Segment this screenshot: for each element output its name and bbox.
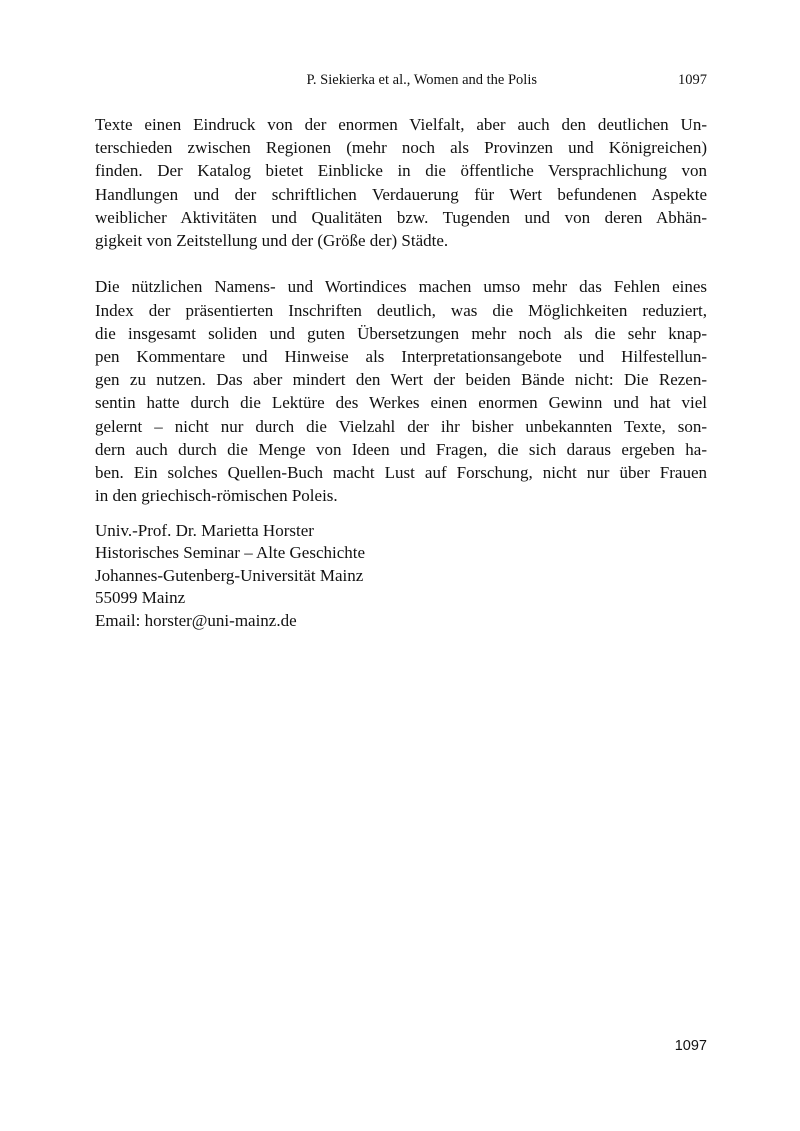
author-university: Johannes-Gutenberg-Universität Mainz [95, 565, 364, 585]
running-header-title: P. Siekierka et al., Women and the Polis [306, 72, 537, 88]
paragraph-line: gigkeit von Zeitstellung und der (Größe der) Städte. [95, 231, 449, 251]
paragraph-line: finden. Der Katalog bietet Einblicke in die öffentliche Versprachlichung von [95, 161, 707, 181]
paragraph-line: in den griechisch-römischen Poleis. [95, 486, 338, 506]
paragraph [95, 275, 707, 507]
author-email: Email: horster@uni-mainz.de [95, 610, 297, 630]
author-address [95, 520, 365, 632]
paragraph-gap [95, 252, 707, 275]
paragraph-line: Texte einen Eindruck von der enormen Vielfalt, aber auch den deutlichen Un- [95, 115, 707, 134]
author-department: Historisches Seminar – Alte Geschichte [95, 543, 366, 563]
paragraph-line: Handlungen und der schriftlichen Verdauerung für Wert befundenen Aspekte [95, 184, 707, 204]
paragraph-line: terschieden zwischen Regionen (mehr noch als Provinzen und Königreichen) [95, 138, 707, 158]
body-text [95, 113, 707, 507]
paragraph-line: Die nützlichen Namens- und Wortindices machen umso mehr das Fehlen eines [95, 277, 707, 297]
running-header-page-number: 1097 [678, 72, 707, 88]
paragraph-line: die insgesamt soliden und guten Übersetzungen mehr noch als die sehr knap- [95, 323, 707, 343]
author-city: 55099 Mainz [95, 588, 186, 608]
paragraph [95, 113, 707, 252]
paragraph-line: dern auch durch die Menge von Ideen und Fragen, die sich daraus ergeben ha- [95, 439, 707, 459]
author-name: Univ.-Prof. Dr. Marietta Horster [95, 521, 314, 540]
paragraph-line: Index der präsentierten Inschriften deutlich, was die Möglichkeiten reduziert, [95, 300, 707, 320]
paragraph-line: pen Kommentare und Hinweise als Interpretationsangebote und Hilfestellun- [95, 347, 707, 367]
running-header [95, 72, 707, 92]
footer-page-number: 1097 [674, 1038, 707, 1054]
paragraph-line: gen zu nutzen. Das aber mindert den Wert der beiden Bände nicht: Die Rezen- [95, 370, 707, 390]
paragraph-line: gelernt – nicht nur durch die Vielzahl der ihr bisher unbekannten Texte, son- [95, 416, 707, 436]
paragraph-line: ben. Ein solches Quellen-Buch macht Lust auf Forschung, nicht nur über Frauen [95, 463, 707, 483]
paragraph-line: sentin hatte durch die Lektüre des Werkes einen enormen Gewinn und hat viel [95, 393, 707, 413]
paragraph-line: weiblicher Aktivitäten und Qualitäten bzw. Tugenden und von deren Abhän- [95, 207, 707, 227]
